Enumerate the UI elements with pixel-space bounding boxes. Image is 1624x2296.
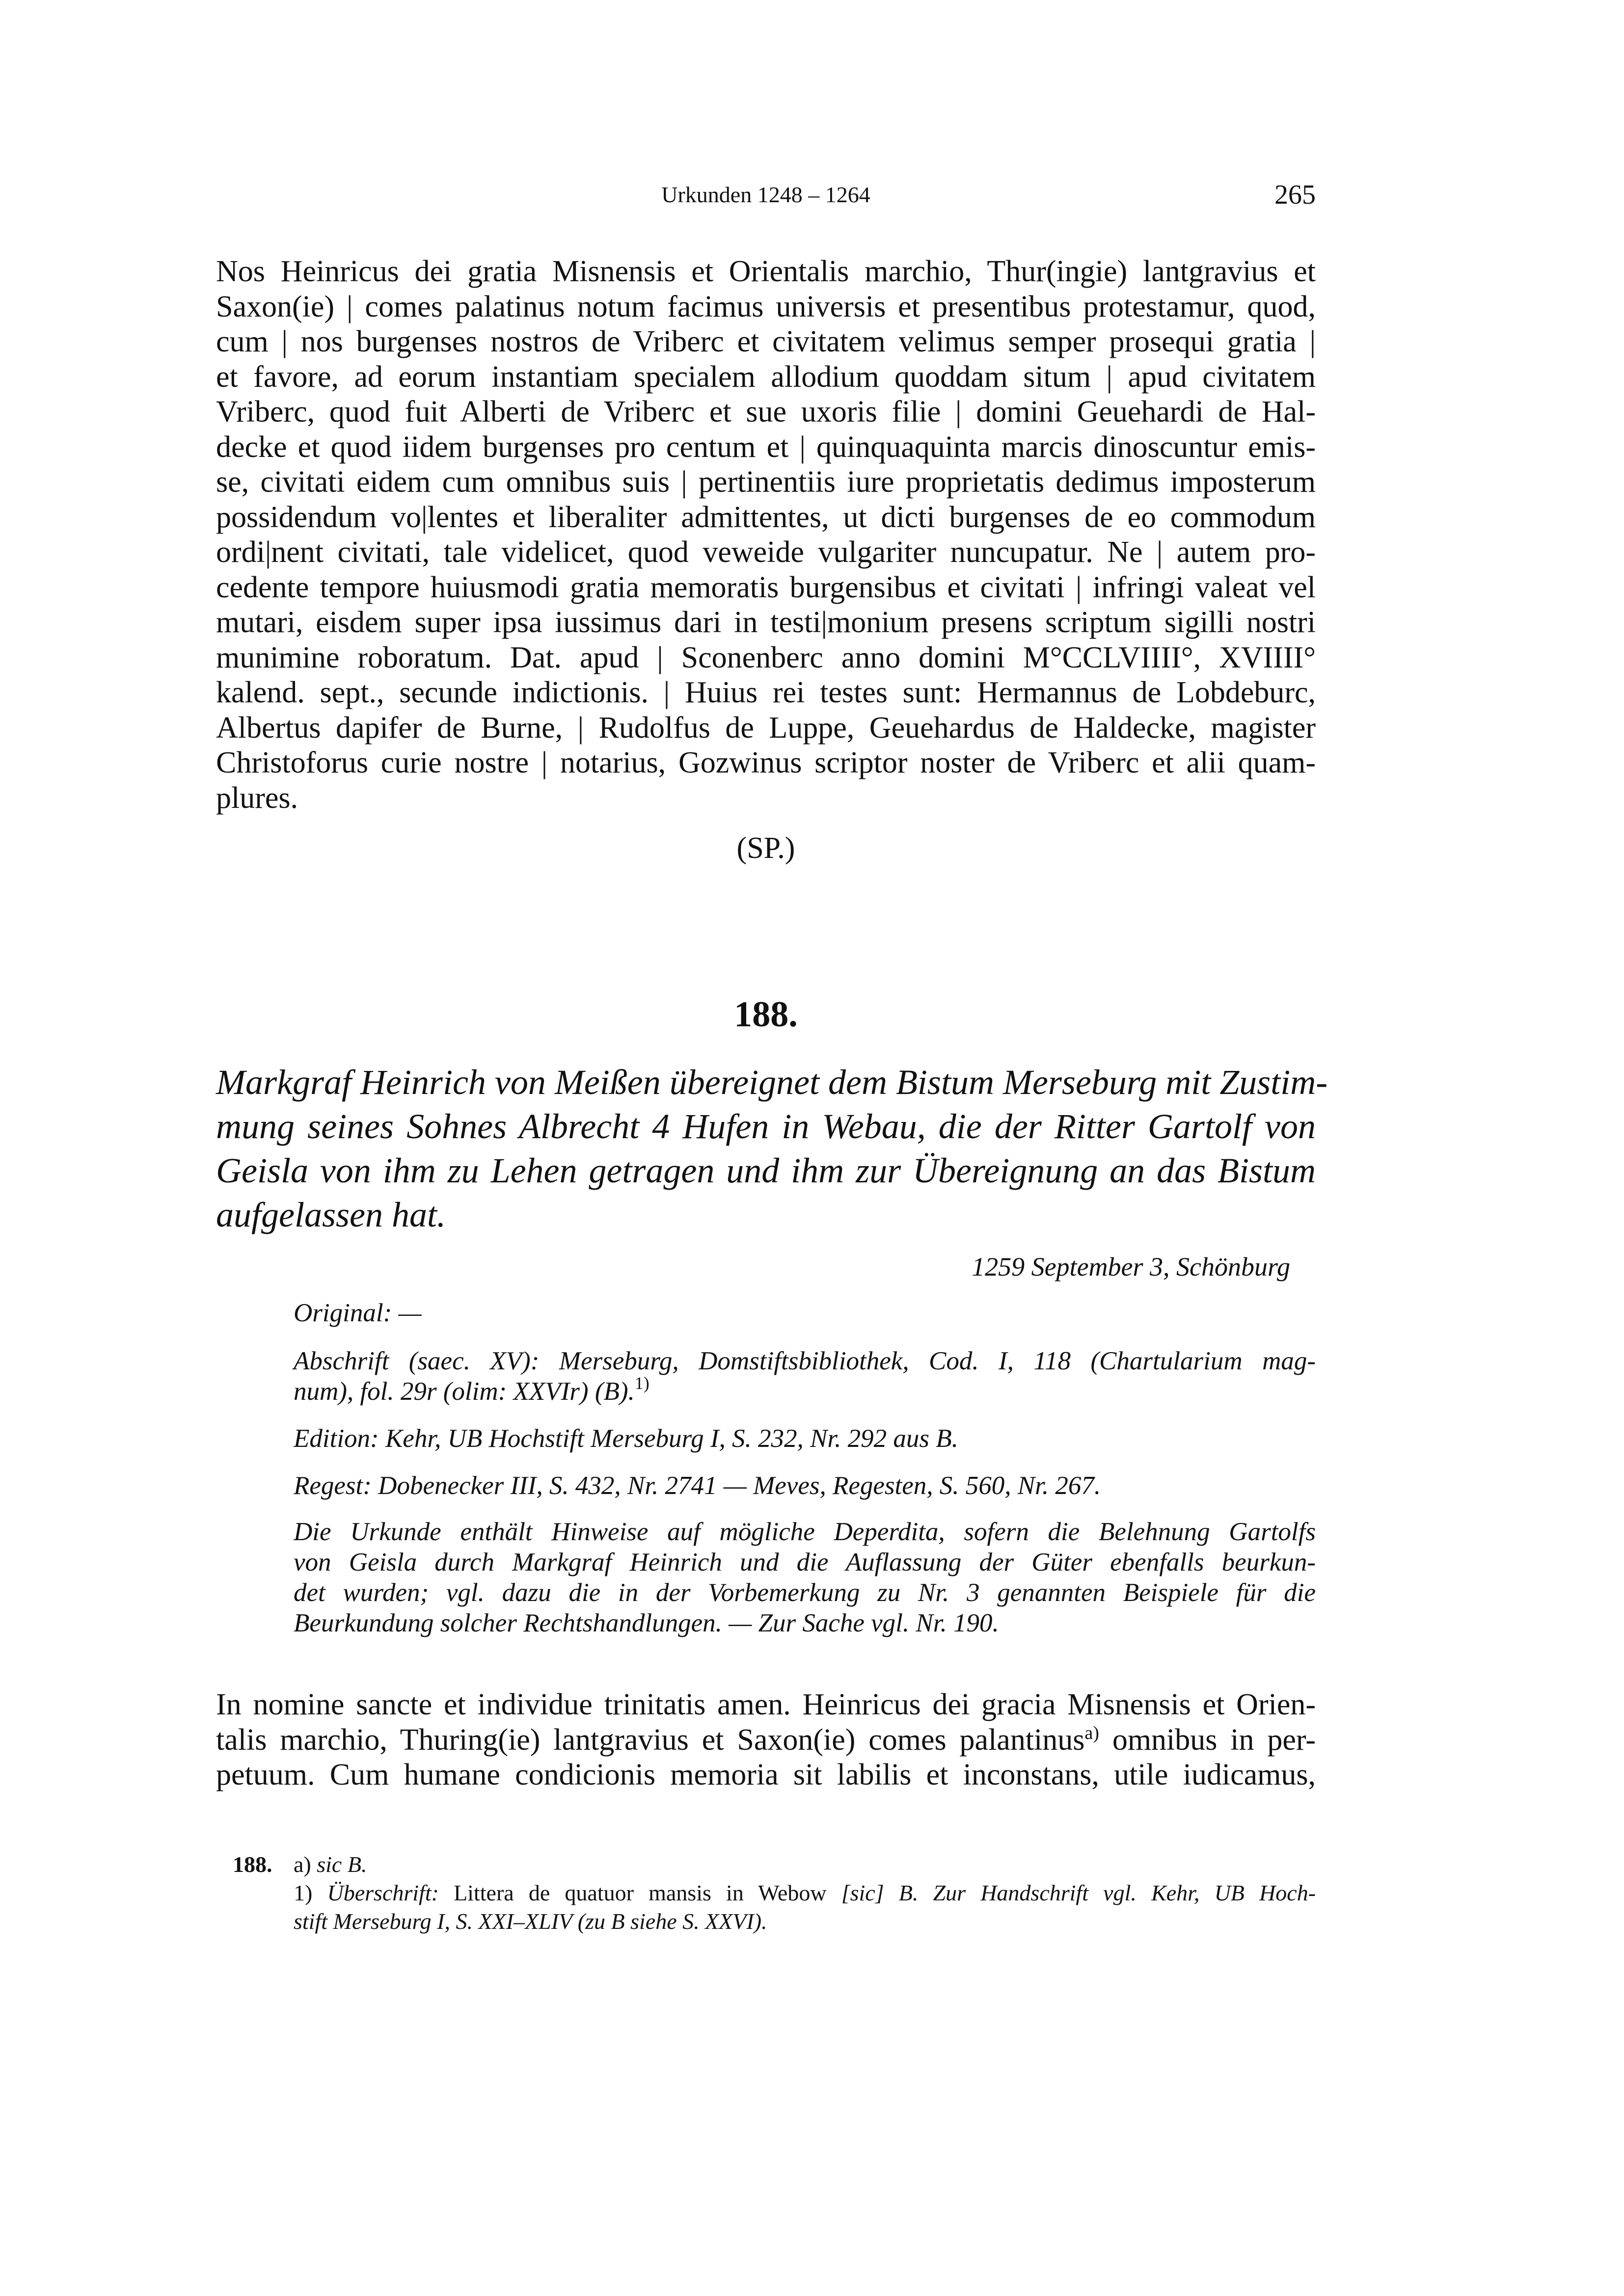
footnote-a (216, 1850, 1316, 1879)
apparatus-line: det wurden; vgl. dazu die in der Vorbemerkung zu Nr. 3 genannten Beispiele für die (294, 1578, 1316, 1607)
charter-188-text (216, 1687, 1316, 1793)
text-line: munimine roboratum. Dat. apud | Sconenberc anno domini M°CCLVIIII°, XVIIII° (216, 641, 1316, 674)
footnote-marker: a) (294, 1852, 311, 1877)
text-line: decke et quod iidem burgenses pro centum et | quinquaquinta marcis dinoscuntur emis- (216, 430, 1316, 464)
text-segment: omnibus in per- (1099, 1723, 1316, 1757)
text-line: possidendum vo|lentes et liberaliter admittentes, ut dicti burgenses de eo commodum (216, 500, 1316, 534)
text-line: Christoforus curie nostre | notarius, Gozwinus scriptor noster de Vriberc et alii quam- (216, 746, 1316, 779)
running-title: Urkunden 1248 – 1264 (661, 182, 870, 207)
text-line (216, 1723, 1316, 1758)
page-number: 265 (1274, 180, 1316, 210)
regest-line: mung seines Sohnes Albrecht 4 Hufen in Webau, die der Ritter Gartolf von (216, 1107, 1316, 1146)
footnote-marker: 1) (294, 1880, 313, 1905)
document-number: 188. (734, 994, 798, 1035)
charter-187-text (216, 254, 1316, 816)
apparatus-note (294, 1517, 1316, 1638)
footnote-document-number: 188. (233, 1852, 272, 1877)
regest-line: Markgraf Heinrich von Meißen übereignet dem Bistum Merseburg mit Zustim- (216, 1063, 1328, 1102)
apparatus-line: Edition: Kehr, UB Hochstift Merseburg I, S. 232, Nr. 292 aus B. (294, 1424, 958, 1453)
text-line: cum | nos burgenses nostros de Vriberc et civitatem velimus semper prosequi gratia | (216, 325, 1316, 358)
apparatus-abschrift (294, 1346, 1316, 1407)
apparatus-line: Beurkundung solcher Rechtshandlungen. — Zur Sache vgl. Nr. 190. (294, 1609, 999, 1637)
text-line: plures. (216, 781, 298, 815)
text-line: kalend. sept., secunde indictionis. | Huius rei testes sunt: Hermannus de Lobdeburc, (216, 676, 1316, 709)
footnote-body: stift Merseburg I, S. XXI–XLIV (zu B siehe S. XXVI). (294, 1909, 767, 1934)
apparatus-line (294, 1373, 1316, 1407)
text-line: Vriberc, quod fuit Alberti de Vriberc et sue uxoris filie | domini Geuehardi de Hal- (216, 395, 1316, 428)
charter-188-regest (216, 1060, 1328, 1237)
footnote-label: Überschrift: (327, 1880, 439, 1905)
footnote-text: Littera de quatuor mansis in Webow (438, 1880, 841, 1905)
text-line: se, civitati eidem cum omnibus suis | pertinentiis iure proprietatis dedimus imposterum (216, 465, 1316, 499)
text-line: Saxon(ie) | comes palatinus notum facimus universis et presentibus protestamur, quod, (216, 290, 1316, 323)
date-place: 1259 September 3, Schönburg (972, 1252, 1290, 1281)
footnote-marker: 1) (634, 1373, 650, 1393)
apparatus-edition (294, 1423, 1316, 1454)
footnote-text: sic B. (317, 1852, 367, 1877)
running-head (216, 178, 1316, 212)
footnote-body (294, 1879, 1316, 1907)
text-line: In nomine sancte et individue trinitatis amen. Heinricus dei gracia Misnensis et Orien- (216, 1688, 1316, 1721)
text-line: cedente tempore huiusmodi gratia memoratis burgensibus et civitati | infringi valeat vel (216, 570, 1316, 604)
footnote-marker: a) (1084, 1722, 1099, 1743)
text-segment: talis marchio, Thuring(ie) lantgravius et Saxon(ie) comes palantinus (216, 1723, 1085, 1757)
apparatus-text: num), fol. 29r (olim: XXVIr) (B). (294, 1377, 635, 1406)
apparatus-regest (294, 1470, 1316, 1501)
text-line: Albertus dapifer de Burne, | Rudolfus de Luppe, Geuehardus de Haldecke, magister (216, 711, 1316, 745)
text-line: Nos Heinricus dei gratia Misnensis et Orientalis marchio, Thur(ingie) lantgravius et (216, 255, 1316, 288)
apparatus-line: Die Urkunde enthält Hinweise auf mögliche Deperdita, sofern die Belehnung Gartolfs (294, 1518, 1316, 1546)
footnote-1-continued (216, 1907, 1316, 1936)
apparatus-line: von Geisla durch Markgraf Heinrich und die Auflassung der Güter ebenfalls beurkun- (294, 1548, 1316, 1576)
regest-line: Geisla von ihm zu Lehen getragen und ihm zur Übereignung an das Bistum (216, 1151, 1316, 1190)
footnotes (216, 1850, 1316, 1936)
text-line: petuum. Cum humane condicionis memoria sit labilis et inconstans, utile iudicamus, (216, 1758, 1316, 1791)
apparatus-line: Abschrift (saec. XV): Merseburg, Domstiftsbibliothek, Cod. I, 118 (Chartularium mag- (294, 1347, 1316, 1375)
apparatus-line: Regest: Dobenecker III, S. 432, Nr. 2741 — Meves, Regesten, S. 560, Nr. 267. (294, 1471, 1101, 1500)
footnote-text: [sic] B. Zur Handschrift vgl. Kehr, UB Hoch- (841, 1880, 1316, 1905)
footnote-body (294, 1850, 1316, 1879)
apparatus-original (294, 1298, 1316, 1328)
text-line: mutari, eisdem super ipsa iussimus dari in testi|monium presens scriptum sigilli nostri (216, 606, 1316, 639)
text-line: et favore, ad eorum instantiam specialem allodium quoddam situm | apud civitatem (216, 360, 1316, 394)
seal-note: (SP.) (736, 831, 795, 865)
regest-line: aufgelassen hat. (216, 1195, 446, 1234)
apparatus-line: Original: — (294, 1299, 422, 1327)
footnote-1 (216, 1879, 1316, 1907)
text-line: ordi|nent civitati, tale videlicet, quod veweide vulgariter nuncupatur. Ne | autem pro- (216, 535, 1316, 569)
